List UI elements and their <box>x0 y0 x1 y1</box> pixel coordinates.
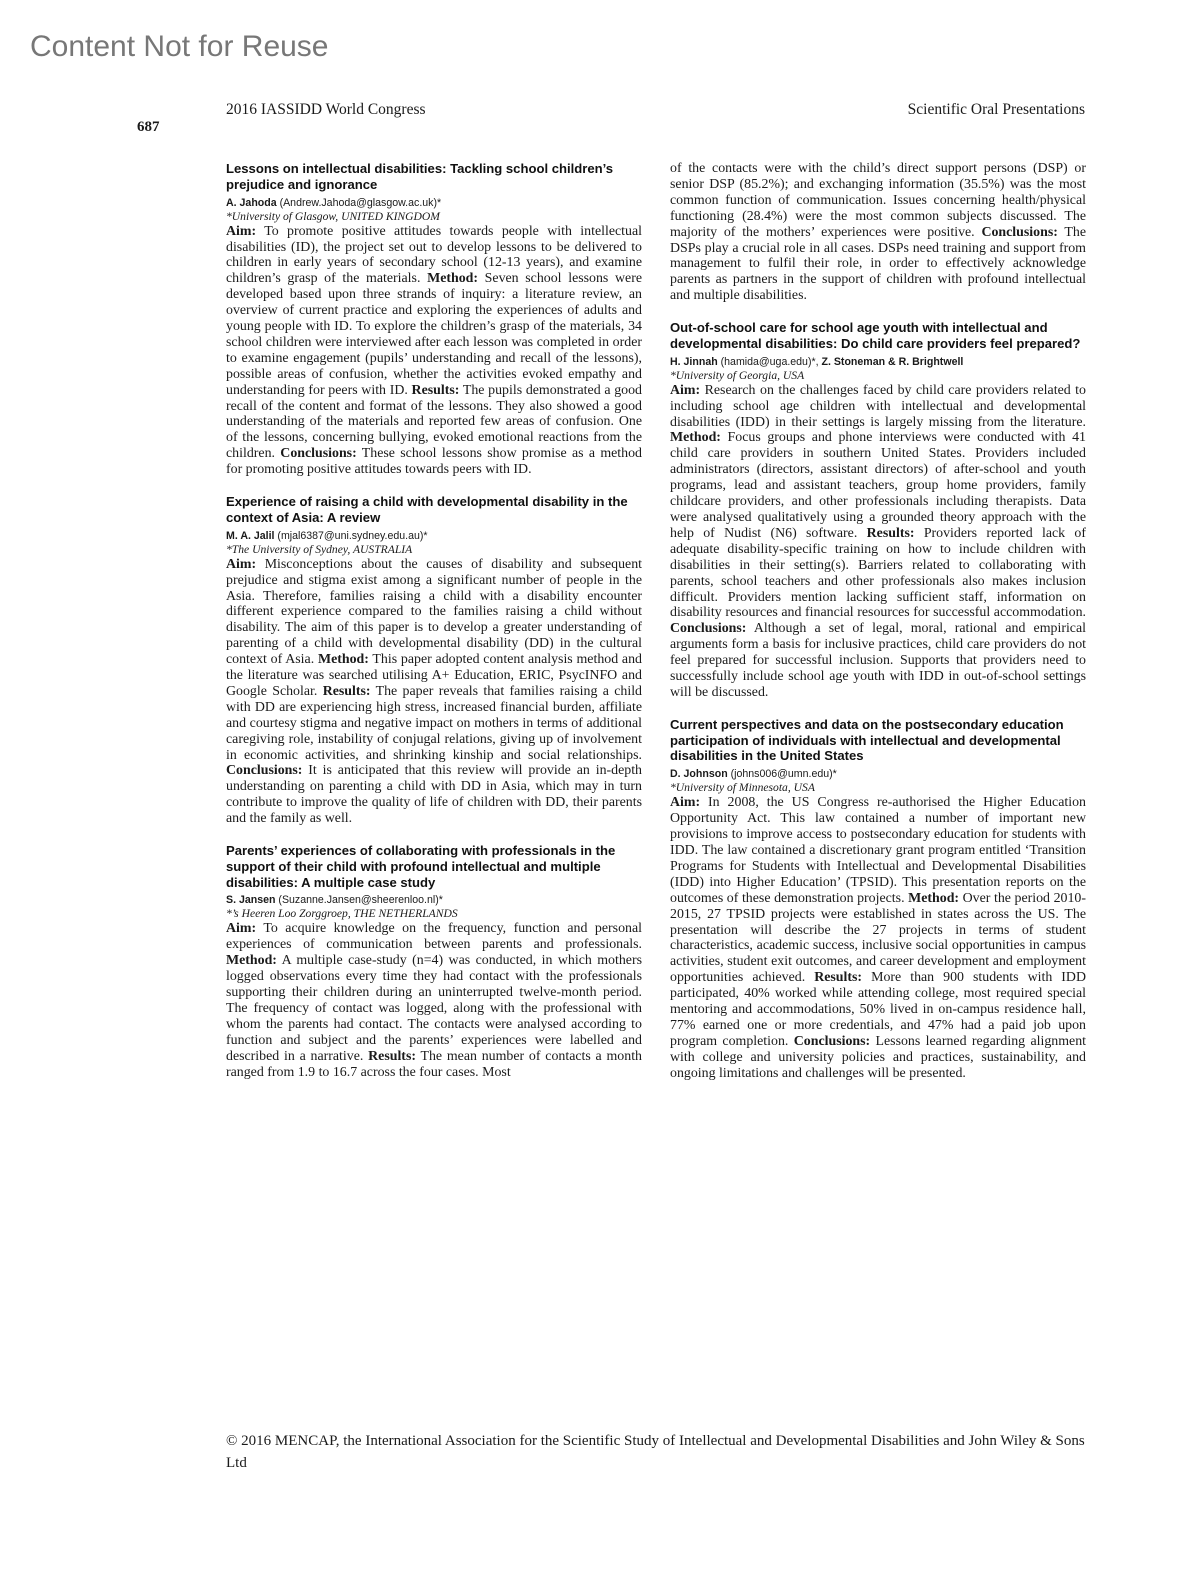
author-name: H. Jinnah <box>670 355 718 368</box>
author-email: (Suzanne.Jansen@sheerenloo.nl)* <box>275 894 443 907</box>
results-label: Results: <box>866 525 915 541</box>
page-number: 687 <box>137 119 160 135</box>
abstract-body <box>670 383 1086 701</box>
results-label: Results: <box>411 382 460 398</box>
method-label: Method: <box>226 953 277 969</box>
abstract-johnson <box>670 717 1086 1082</box>
abstract-jalil <box>226 494 642 827</box>
affiliation: *The University of Sydney, AUSTRALIA <box>226 542 413 556</box>
author-email: (mjal6387@uni.sydney.edu.au)* <box>274 529 428 542</box>
conclusions-text: It is anticipated that this review will provide an in-depth understanding on parenting a child with DD in Asia, which may in turn contribute to improve the quality of life of children with DD, their parents and the family as well. <box>226 763 642 827</box>
conclusions-text: These school lessons show promise as a method for promoting positive attitudes towards peers with ID. <box>226 446 642 478</box>
aim-text: Research on the challenges faced by child care providers related to including school age children with intellectual and developmental disabilities (IDD) in their settings is largely missing from the literature. <box>670 382 1086 430</box>
abstract-jansen <box>226 843 642 1080</box>
method-text: This paper adopted content analysis method and the literature was searched utilising A+ Education, ERIC, PsycINFO and Google Scholar. <box>226 652 642 699</box>
abstract-jansen-continued <box>670 161 1086 304</box>
abstract-jahoda <box>226 161 642 478</box>
author-name: D. Johnson <box>670 768 728 781</box>
results-label: Results: <box>814 970 863 986</box>
aim-label: Aim: <box>670 382 701 398</box>
running-head-right: Scientific Oral Presentations <box>907 101 1085 118</box>
results-label: Results: <box>368 1048 416 1064</box>
conclusions-label: Conclusions: <box>981 224 1058 240</box>
author-email: (Andrew.Jahoda@glasgow.ac.uk)* <box>276 196 442 209</box>
abstract-title: Experience of raising a child with developmental disability in the context of Asia: A review <box>226 494 628 525</box>
conclusions-text: Lessons learned regarding alignment with college and university policies and practices, sustainability, and ongoing limitations and challenges will be presented. <box>670 1033 1086 1081</box>
conclusions-label: Conclusions: <box>670 621 747 637</box>
affiliation: *University of Minnesota, USA <box>670 781 815 795</box>
conclusions-text: The DSPs play a crucial role in all cases. DSPs need training and support from management to fulfil their role, in order to effectively acknowledge parents as partners in the support of children with profound intellectual and multiple disabilities. <box>670 224 1086 304</box>
aim-text: In 2008, the US Congress re-authorised the Higher Education Opportunity Act. This law contained a number of important new provisions to improve access to postsecondary education for students with IDD. The law contained a discretionary grant program entitled ‘Transition Programs for Students with Intellectual and Developmental Disabilities (IDD) into Higher Education’ (TPSID). This presentation reports on the outcomes of these demonstration projects. <box>670 795 1086 906</box>
right-column <box>670 161 1086 1098</box>
coauthor-names: Z. Stoneman & R. Brightwell <box>821 355 964 368</box>
method-label: Method: <box>670 430 721 446</box>
left-column <box>226 161 642 1097</box>
affiliation: *University of Glasgow, UNITED KINGDOM <box>226 209 440 223</box>
author-name: A. Jahoda <box>226 196 277 209</box>
affiliation: *University of Georgia, USA <box>670 368 805 382</box>
aim-label: Aim: <box>670 795 701 811</box>
author-line <box>670 355 1086 369</box>
results-text: More than 900 students with IDD participated, 40% worked while attending college, most required special mentoring and accommodations, 50% lived in on-campus residence hall, 77% earned one or more credentials, and 47% had a paid job upon program completion. <box>670 970 1086 1049</box>
aim-text: To promote positive attitudes towards people with intellectual disabilities (ID), the project set out to develop lessons to be delivered to children in early years of secondary school (12-13 years), and examine children’s grasp of the materials. <box>226 223 642 287</box>
author-name: S. Jansen <box>226 894 276 907</box>
method-text: Over the period 2010-2015, 27 TPSID projects were established in states across the US. The presentation will describe the 27 projects in terms of student characteristics, academic success, inclusive social opportunities in campus activities, student exit outcomes, and career development and employment opportunities achieved. <box>670 890 1086 986</box>
abstract-body <box>226 557 642 827</box>
abstract-body <box>226 921 642 1080</box>
aim-label: Aim: <box>226 921 257 937</box>
method-text: Focus groups and phone interviews were conducted with 41 child care providers in southern United States. Providers included administrators (directors, assistant directors) of after-school and youth programs, lead and assistant teachers, group home providers, family childcare providers, and other professionals including therapists. Data were analysed qualitatively using a grounded theory approach with the help of Nudist (N6) software. <box>670 430 1086 541</box>
results-label: Results: <box>322 683 371 699</box>
method-text: A multiple case-study (n=4) was conducted, in which mothers logged observations every time they had contact with the professionals supporting their children during an uninterrupted twelve-month period. The frequency of contact was logged, along with the professional with whom the parents had contact. The contacts were analysed according to function and subject and the parents’ experiences were labelled and described in a narrative. <box>226 953 642 1064</box>
abstract-jinnah <box>670 320 1086 701</box>
abstract-body <box>226 224 642 479</box>
abstract-title: Out-of-school care for school age youth with intellectual and developmental disabilities: Do child care providers feel prepared? <box>670 320 1081 351</box>
method-label: Method: <box>317 652 369 668</box>
abstract-title: Current perspectives and data on the postsecondary education participation of individuals with intellectual and developmental disabilities in the United States <box>670 716 1064 764</box>
aim-label: Aim: <box>226 223 257 239</box>
results-text-part1: The mean number of contacts a month ranged from 1.9 to 16.7 across the four cases. Most <box>226 1048 642 1080</box>
abstract-title: Lessons on intellectual disabilities: Tackling school children’s prejudice and ignorance <box>226 161 614 192</box>
conclusions-label: Conclusions: <box>226 763 303 779</box>
results-text: The pupils demonstrated a good recall of the content and format of the lessons. They also showed a good understanding of the materials and reported few areas of confusion. One of the lessons, concerning bullying, evoked emotional reactions from the children. <box>226 382 643 462</box>
abstract-body <box>670 795 1086 1081</box>
author-line <box>226 196 642 210</box>
author-line <box>226 893 642 907</box>
watermark: Content Not for Reuse <box>30 30 329 63</box>
author-line <box>226 529 642 543</box>
author-line <box>670 767 1086 781</box>
conclusions-label: Conclusions: <box>793 1033 871 1049</box>
conclusions-label: Conclusions: <box>280 446 357 462</box>
method-text: Seven school lessons were developed based upon three strands of inquiry: a literature review, an overview of current practice and exploring the experiences of adults and young people with ID. To explore the children’s grasp of the materials, 34 school children were interviewed after each lesson was completed in order to examine engagement (pupils’ understanding and recall of the lessons), possible areas of confusion, whether the activities evoked empathy and understanding for peers with ID. <box>226 271 642 398</box>
author-email: (johns006@umn.edu)* <box>727 768 837 781</box>
results-text-part2: of the contacts were with the child’s direct support persons (DSP) or senior DSP (85.2%); and exchanging information (35.5%) was the most common function of communication. Issues concerning health/physical functioning (28.4%) were the most common subjects discussed. The majority of the mothers’ experiences were positive. <box>670 161 1086 240</box>
author-name: M. A. Jalil <box>226 529 275 542</box>
abstract-body <box>670 161 1086 304</box>
abstract-title: Parents’ experiences of collaborating with professionals in the support of their child with profound intellectual and multiple disabilities: A multiple case study <box>226 843 616 890</box>
affiliation: *’s Heeren Loo Zorggroep, THE NETHERLANDS <box>226 907 458 921</box>
method-label: Method: <box>427 271 479 287</box>
running-head-left: 2016 IASSIDD World Congress <box>226 101 426 118</box>
aim-text: Misconceptions about the causes of disability and subsequent prejudice and stigma exist among a significant number of people in the Asia. Therefore, families raising a child with a disability encounter different experience compared to the families raising a child without disability. The aim of this paper is to develop a greater understanding of parenting of a child with developmental disability (DD) in the cultural context of Asia. <box>226 556 642 668</box>
results-text: Providers reported lack of adequate disability-specific training on how to include children with disabilities in their setting(s). Barriers related to collaborating with parents, school teachers and other professionals also makes inclusion difficult. Providers mention lacking sufficient staff, information on disability resources and financial resources for successful accommodation. <box>670 525 1086 621</box>
copyright-footer: © 2016 MENCAP, the International Association for the Scientific Study of Intellectual and Developmental Disabilities and John Wiley & Sons Ltd <box>226 1433 1085 1471</box>
author-email: (hamida@uga.edu)*, <box>717 355 822 368</box>
aim-text: To acquire knowledge on the frequency, function and personal experiences of communication between parents and professionals. <box>226 921 642 953</box>
aim-label: Aim: <box>226 556 257 572</box>
conclusions-text: Although a set of legal, moral, rational and empirical arguments form a basis for inclusive practices, child care providers do not feel prepared for successful inclusion. Supports that providers need to successfully include school age youth with IDD in out-of-school settings will be discussed. <box>670 621 1086 700</box>
results-text: The paper reveals that families raising a child with DD are experiencing high stress, increased financial burden, affiliate and courtesy stigma and negative impact on mothers in terms of additional caregiving role, instability of conjugal relations, giving up of involvement in economic activities, and shrinking kinship and social relationships. <box>226 683 642 763</box>
method-label: Method: <box>908 890 960 906</box>
